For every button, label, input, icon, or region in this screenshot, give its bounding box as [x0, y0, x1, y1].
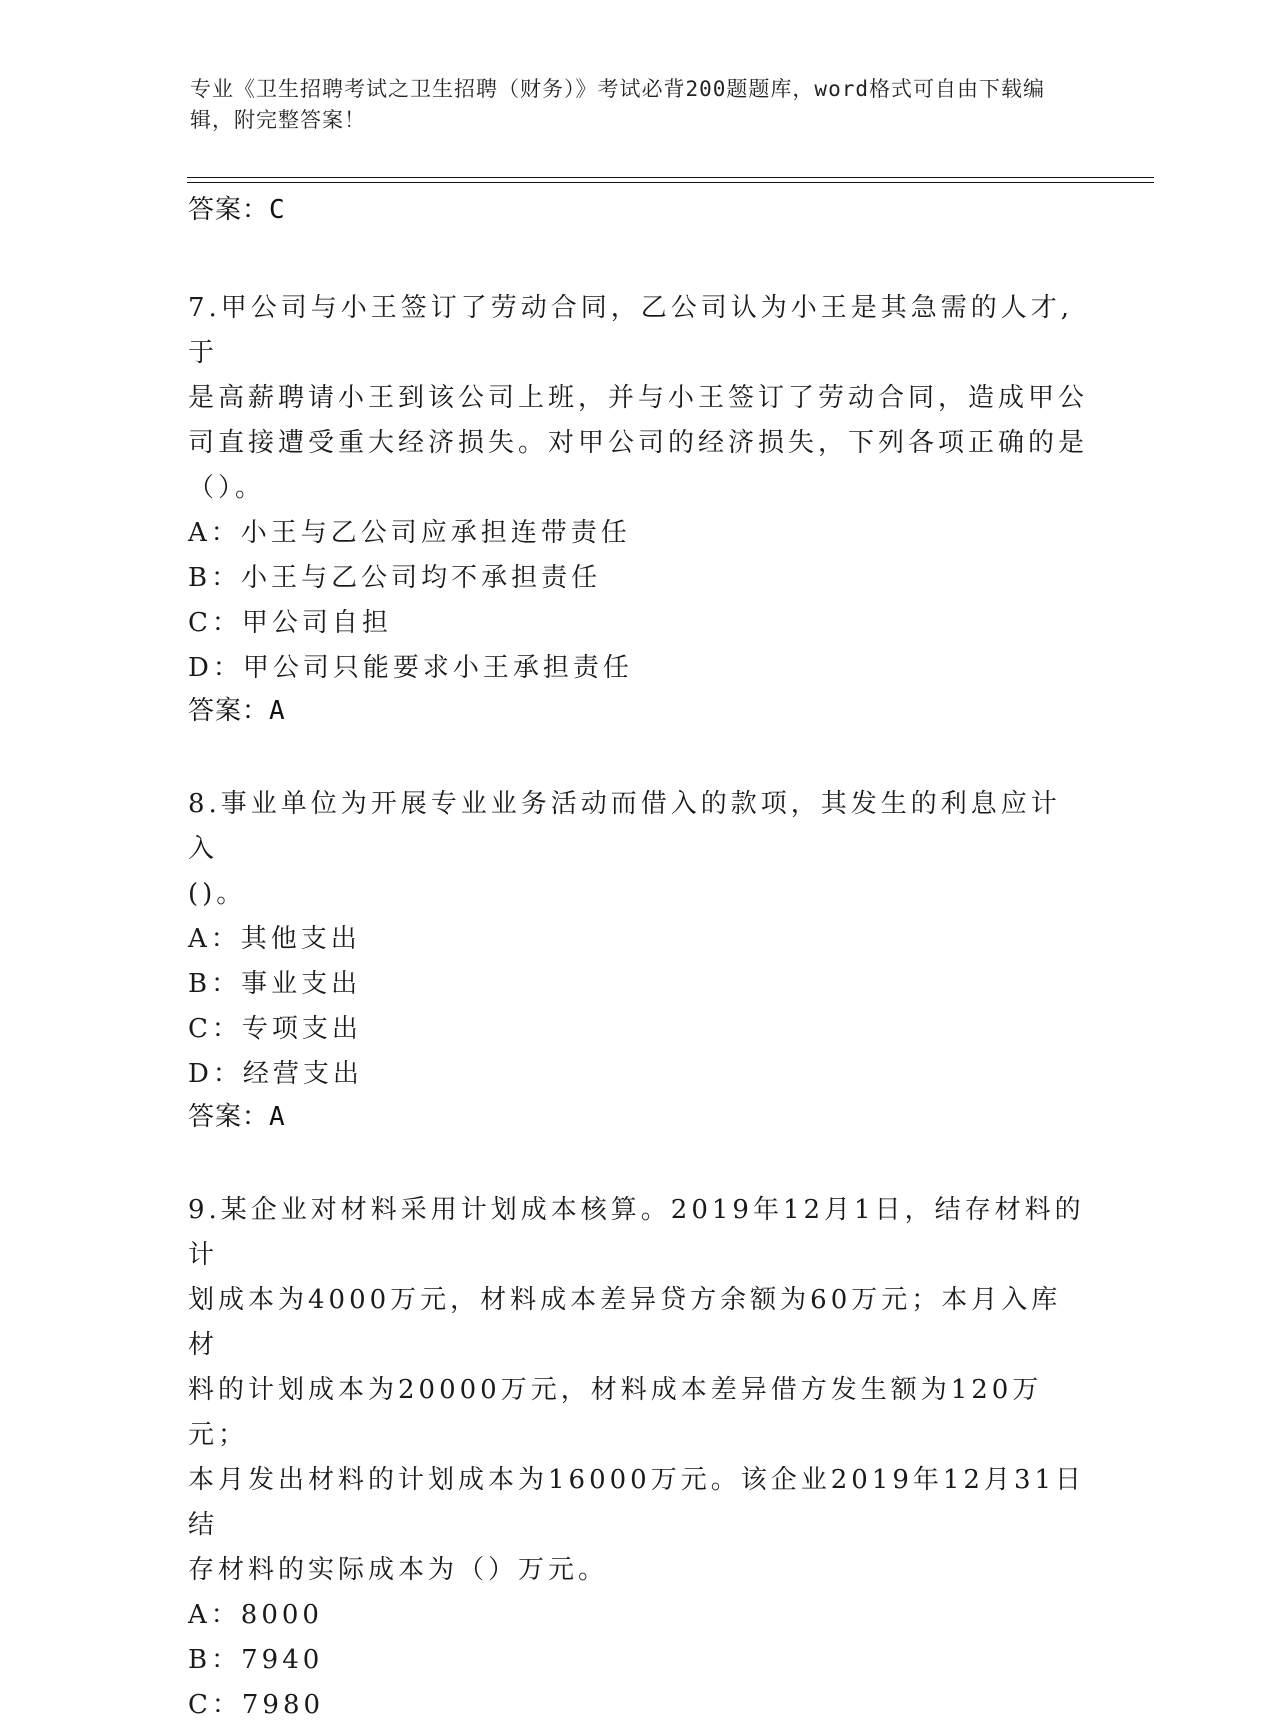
option-b: B：事业支出	[188, 969, 362, 999]
option-c: C：专项支出	[188, 1014, 362, 1044]
question-block	[188, 782, 1088, 1137]
document-header: 专业《卫生招聘考试之卫生招聘（财务）》考试必背200题题库，word格式可自由下载编辑，附完整答案！	[190, 77, 1045, 132]
header-divider-top	[187, 177, 1154, 178]
header-divider-bottom	[187, 182, 1154, 183]
option-d: D：甲公司只能要求小王承担责任	[188, 653, 633, 683]
question-line: 9.某企业对材料采用计划成本核算。2019年12月1日，结存材料的计	[188, 1195, 1085, 1270]
option-b: B：小王与乙公司均不承担责任	[188, 563, 602, 593]
question-line: 8.事业单位为开展专业业务活动而借入的款项，其发生的利息应计入	[188, 789, 1061, 864]
option-a: A：其他支出	[188, 924, 361, 954]
question-line: ()。	[188, 879, 247, 909]
document-body	[188, 190, 1088, 1728]
question-line: 划成本为4000万元，材料成本差异贷方余额为60万元；本月入库材	[188, 1285, 1062, 1360]
option-c: C：甲公司自担	[188, 608, 392, 638]
answer-line: 答案：A	[188, 696, 286, 726]
option-a: A：8000	[188, 1600, 323, 1630]
option-a: A：小王与乙公司应承担连带责任	[188, 518, 631, 548]
question-line: 本月发出材料的计划成本为16000万元。该企业2019年12月31日结	[188, 1465, 1086, 1540]
option-c: C：7980	[188, 1690, 325, 1720]
question-line: 存材料的实际成本为（）万元。	[188, 1555, 609, 1585]
question-line: 料的计划成本为20000万元，材料成本差异借方发生额为120万元；	[188, 1375, 1043, 1450]
question-block	[188, 1188, 1088, 1728]
question-line: （）。	[188, 473, 266, 503]
option-d: D：经营支出	[188, 1059, 363, 1089]
question-block	[188, 286, 1088, 731]
question-line: 7.甲公司与小王签订了劳动合同，乙公司认为小王是其急需的人才,于	[188, 293, 1074, 368]
question-line: 是高薪聘请小王到该公司上班，并与小王签订了劳动合同，造成甲公	[188, 383, 1089, 413]
option-b: B：7940	[188, 1645, 324, 1675]
answer-line: 答案：A	[188, 1102, 286, 1132]
previous-answer: 答案：C	[188, 195, 286, 225]
question-line: 司直接遭受重大经济损失。对甲公司的经济损失，下列各项正确的是	[188, 428, 1089, 458]
